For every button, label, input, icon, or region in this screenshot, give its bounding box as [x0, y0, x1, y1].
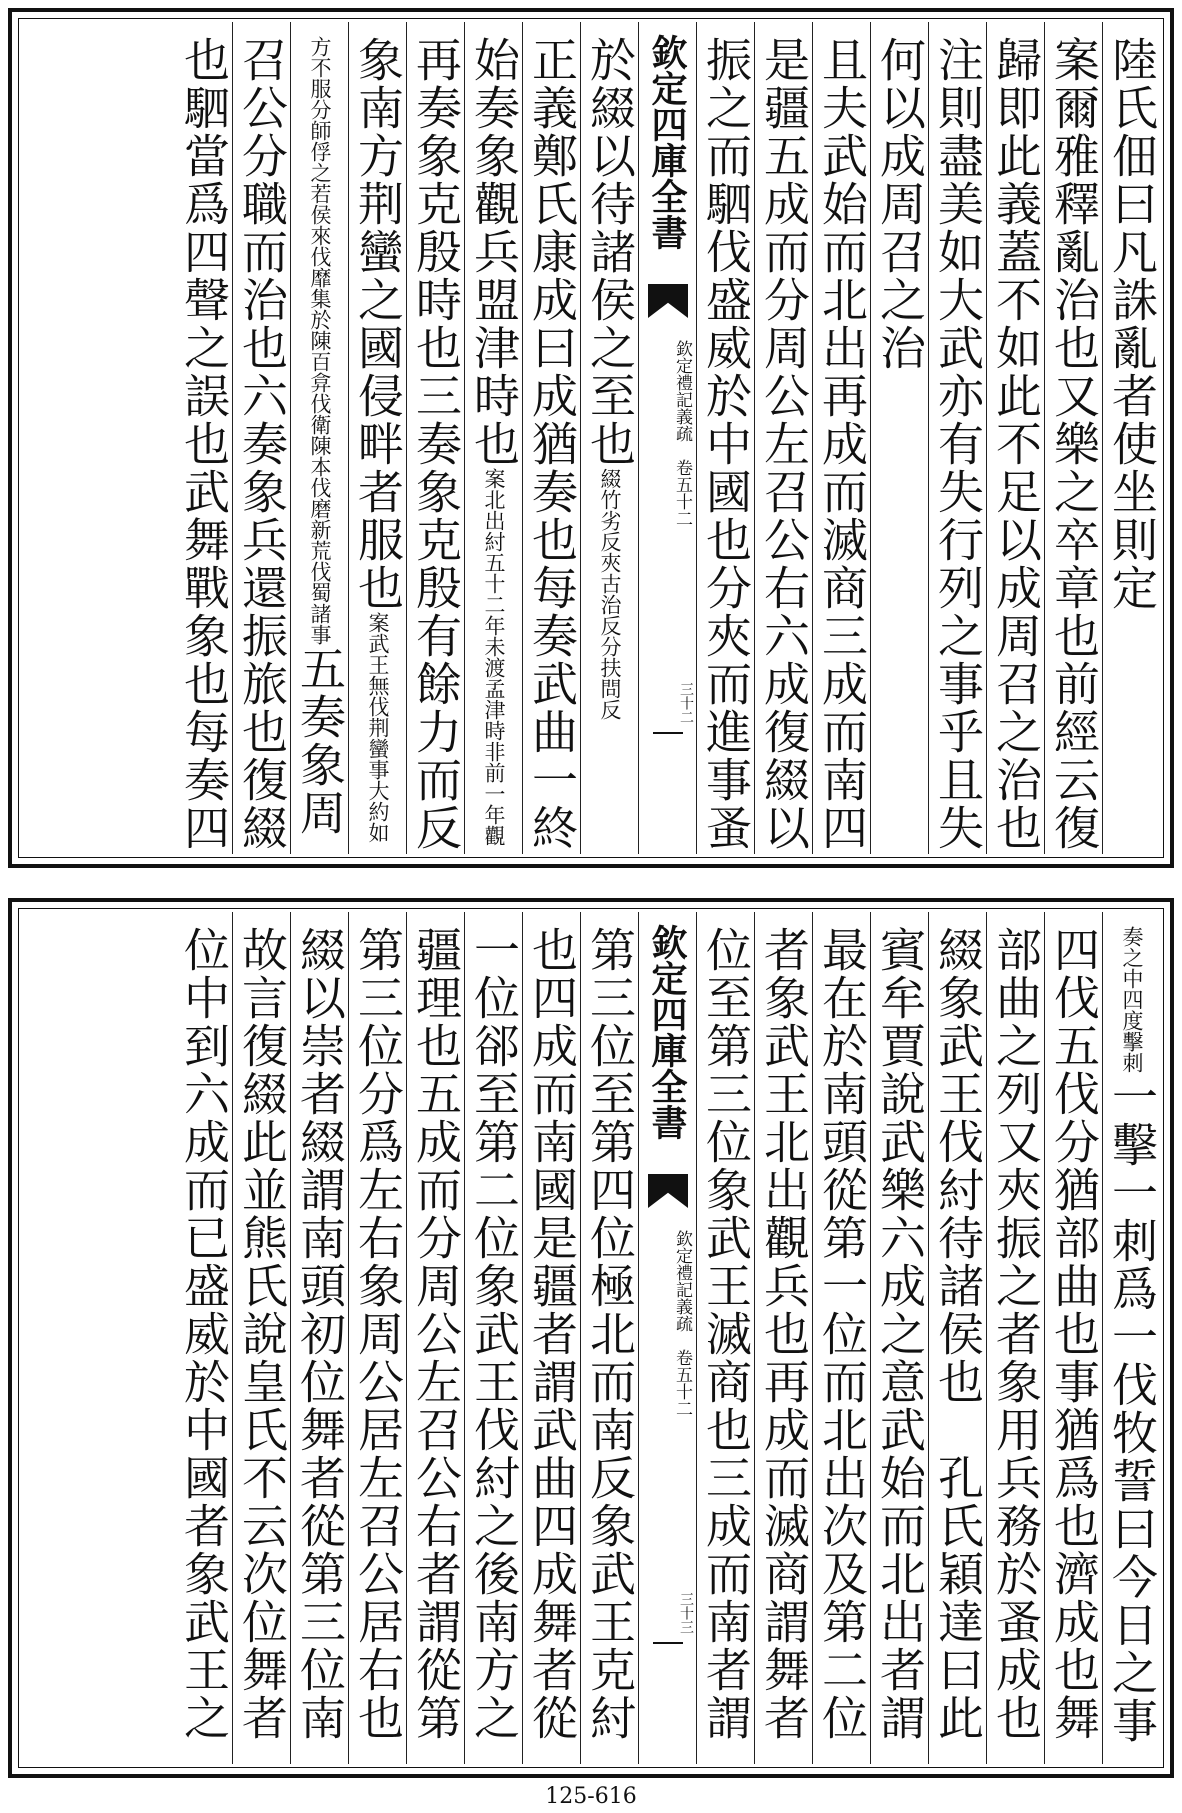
main-text: 第三位至第四位極北而南反象武王克紂	[583, 926, 637, 1742]
lower-page	[8, 898, 1174, 1778]
main-text: 位中到六成而已盛威於中國者象武王之	[177, 926, 231, 1742]
volume-label: 欽定禮記義疏 卷五十二	[672, 340, 692, 527]
commentary-note: 案北出紂五十二年未渡孟津時非前一年觀	[482, 468, 506, 846]
text-column	[696, 912, 754, 1764]
center-banner	[638, 912, 696, 1764]
text-column	[754, 912, 812, 1764]
main-text: 注則盡美如大武亦有失行列之事乎且失	[931, 36, 985, 852]
commentary-note: 奏之中四度擊刺	[1120, 926, 1144, 1073]
main-text: 部曲之列又夾振之者象用兵務於蚤成也	[989, 926, 1043, 1742]
text-column	[290, 22, 348, 854]
text-column	[232, 912, 290, 1764]
main-text: 最在於南頭從第一位而北出次及第二位	[815, 926, 869, 1742]
text-column	[1044, 912, 1102, 1764]
text-column	[1102, 912, 1160, 1764]
book-title: 欽定四庫全書	[646, 924, 688, 1140]
main-text: 召公分職而治也六奏象兵還振旅也復綴	[235, 36, 289, 852]
text-column	[928, 912, 986, 1764]
text-column	[696, 22, 754, 854]
text-column	[812, 912, 870, 1764]
page-number-footer: 125-616	[545, 1784, 637, 1809]
main-text: 疆理也五成而分周公左召公右者謂從第	[409, 926, 463, 1742]
main-text: 正義鄭氏康成曰成猶奏也每奏武曲一終	[525, 36, 579, 852]
text-column	[1044, 22, 1102, 854]
main-text: 振之而駟伐盛威於中國也分夾而進事蚤	[699, 36, 753, 852]
text-column	[406, 22, 464, 854]
main-text: 歸即此義蓋不如此不足以成周召之治也	[989, 36, 1043, 852]
main-text: 何以成周召之治	[873, 36, 927, 372]
main-text: 是疆五成而分周公左召公右六成復綴以	[757, 36, 811, 852]
text-column	[464, 22, 522, 854]
text-column	[348, 22, 406, 854]
main-text: 者象武王北出觀兵也再成而滅商謂舞者	[757, 926, 811, 1742]
main-text: 一擊一刺爲一伐牧誓曰今日之事	[1105, 1073, 1159, 1745]
text-column	[406, 912, 464, 1764]
main-text: 五奏象周	[293, 645, 347, 837]
text-column	[464, 912, 522, 1764]
text-column	[174, 912, 232, 1764]
main-text: 位至第三位象武王滅商也三成而南者謂	[699, 926, 753, 1742]
main-text: 於綴以待諸侯之至也	[583, 36, 637, 468]
main-text: 四伐五伐分猶部曲也事猶爲也濟成也舞	[1047, 926, 1101, 1742]
main-text: 孔氏穎達曰此	[931, 1454, 985, 1742]
text-column	[986, 22, 1044, 854]
main-text: 第三位分爲左右象周公居左召公居右也	[351, 926, 405, 1742]
text-column	[580, 22, 638, 854]
text-column	[580, 912, 638, 1764]
fish-tail-ornament-icon	[648, 1174, 688, 1208]
commentary-note: 綴竹劣反夾古治反分扶問反	[598, 468, 622, 720]
commentary-note: 方不服分師俘之若侯來伐靡集於陳百弇伐衛陳本伐磨新荒伐蜀諸事	[308, 36, 332, 645]
text-column	[232, 22, 290, 854]
lower-columns	[22, 912, 1160, 1764]
book-title: 欽定四庫全書	[646, 34, 688, 250]
main-text: 也四成而南國是疆者謂武曲四成舞者從	[525, 926, 579, 1742]
main-text: 象南方荆蠻之國侵畔者服也	[351, 36, 405, 612]
main-text: 陸氏佃曰凡誅亂者使坐則定	[1105, 36, 1159, 612]
main-text: 綴象武王伐紂待諸侯也	[931, 926, 985, 1406]
text-column	[348, 912, 406, 1764]
main-text: 案爾雅釋亂治也又樂之卒章也前經云復	[1047, 36, 1101, 852]
main-text: 始奏象觀兵盟津時也	[467, 36, 521, 468]
text-column	[522, 22, 580, 854]
folio-divider	[653, 1642, 683, 1644]
commentary-note: 案武王無伐荆蠻事大約如	[366, 612, 390, 843]
text-column	[174, 22, 232, 854]
main-text: 且夫武始而北出再成而滅商三成而南四	[815, 36, 869, 852]
fish-tail-ornament-icon	[648, 284, 688, 318]
volume-label: 欽定禮記義疏 卷五十二	[672, 1230, 692, 1417]
text-column	[1102, 22, 1160, 854]
main-text: 故言復綴此並熊氏說皇氏不云次位舞者	[235, 926, 289, 1742]
folio-number: 三十三	[678, 1592, 694, 1634]
folio-divider	[653, 732, 683, 734]
main-text: 賓牟賈說武樂六成之意武始而北出者謂	[873, 926, 927, 1742]
main-text: 也駟當爲四聲之誤也武舞戰象也每奏四	[177, 36, 231, 852]
text-column	[928, 22, 986, 854]
text-column	[522, 912, 580, 1764]
folio-number: 三十二	[678, 682, 694, 724]
text-column	[754, 22, 812, 854]
main-text: 再奏象克殷時也三奏象克殷有餘力而反	[409, 36, 463, 852]
text-column	[870, 912, 928, 1764]
text-column	[870, 22, 928, 854]
upper-page	[8, 8, 1174, 868]
text-column	[812, 22, 870, 854]
text-column	[986, 912, 1044, 1764]
text-column	[290, 912, 348, 1764]
upper-columns	[22, 22, 1160, 854]
main-text: 一位郤至第二位象武王伐紂之後南方之	[467, 926, 521, 1742]
main-text: 綴以崇者綴謂南頭初位舞者從第三位南	[293, 926, 347, 1742]
center-banner	[638, 22, 696, 854]
